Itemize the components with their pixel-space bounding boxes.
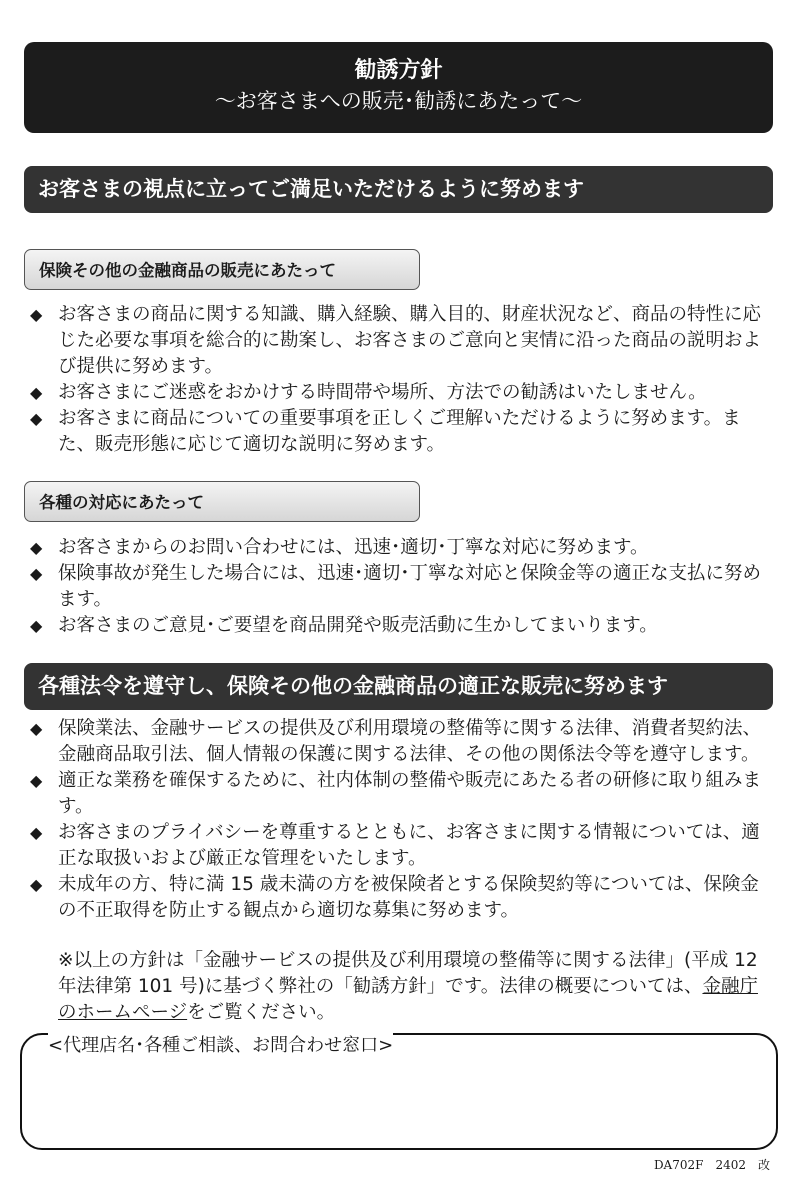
list-item: ◆ 未成年の方、特に満 15 歳未満の方を被保険者とする保険契約等については、保険金の不正取得を防止する観点から適切な募集に努めます。 xyxy=(30,874,759,921)
list-item: ◆ お客さまの商品に関する知識、購入経験、購入目的、財産状況など、商品の特性に応じた必要な事項を総合的に勘案し、お客さまのご意向と実情に沿った商品の説明および提供に努めます。 xyxy=(30,304,762,377)
list-item: ◆ お客さまのプライバシーを尊重するとともに、お客さまに関する情報については、適正な取扱いおよび厳正な管理をいたします。 xyxy=(30,822,760,869)
list-item: ◆ お客さまのご意見･ご要望を商品開発や販売活動に生かしてまいります。 xyxy=(24,613,776,639)
diamond-bullet-icon: ◆ xyxy=(30,719,43,738)
diamond-bullet-icon: ◆ xyxy=(30,409,43,428)
agency-contact-box xyxy=(20,1033,778,1150)
list-item: ◆ お客さまに商品についての重要事項を正しくご理解いただけるように努めます。また、販売形態に応じて適切な説明に努めます。 xyxy=(30,408,741,455)
page-title: 勧誘方針 xyxy=(354,58,443,83)
section-heading-customer: お客さまの視点に立ってご満足いただけるように努めます xyxy=(24,166,773,213)
diamond-bullet-icon: ◆ xyxy=(30,305,43,324)
page-subtitle: ～お客さまへの販売･勧誘にあたって～ xyxy=(214,89,583,113)
list-item: ◆ 適正な業務を確保するために、社内体制の整備や販売にあたる者の研修に取り組みます。 xyxy=(30,770,762,817)
contact-label: <代理店名･各種ご相談、お問合わせ窓口> xyxy=(48,1031,393,1057)
compliance-list xyxy=(24,716,776,924)
diamond-bullet-icon: ◆ xyxy=(30,875,43,894)
subheading-sales: 保険その他の金融商品の販売にあたって xyxy=(24,249,420,290)
diamond-bullet-icon: ◆ xyxy=(30,383,43,402)
diamond-bullet-icon: ◆ xyxy=(30,823,43,842)
subheading-response: 各種の対応にあたって xyxy=(24,481,420,522)
document-code: DA702F 2402 改 xyxy=(653,1158,770,1172)
section-heading-compliance: 各種法令を遵守し、保険その他の金融商品の適正な販売に努めます xyxy=(24,663,773,710)
footnote: ※以上の方針は「金融サービスの提供及び利用環境の整備等に関する法律」(平成 12 年法律第 101 号)に基づく弊社の「勧誘方針」です。法律の概要については、金融庁のホームページをご覧ください。 xyxy=(58,950,758,1023)
diamond-bullet-icon: ◆ xyxy=(30,616,43,635)
response-list xyxy=(24,535,776,639)
fsa-homepage-link[interactable]: 金融庁のホームページ xyxy=(58,976,758,1023)
title-banner xyxy=(24,42,773,133)
list-item: ◆ お客さまにご迷惑をおかけする時間帯や場所、方法での勧誘はいたしません。 xyxy=(24,380,776,406)
list-item: ◆ 保険事故が発生した場合には、迅速･適切･丁寧な対応と保険金等の適正な支払に努めます。 xyxy=(30,563,762,610)
diamond-bullet-icon: ◆ xyxy=(30,771,43,790)
sales-list xyxy=(24,302,776,458)
diamond-bullet-icon: ◆ xyxy=(30,538,43,557)
list-item: ◆ お客さまからのお問い合わせには、迅速･適切･丁寧な対応に努めます。 xyxy=(24,535,776,561)
diamond-bullet-icon: ◆ xyxy=(30,564,43,583)
list-item: ◆ 保険業法、金融サービスの提供及び利用環境の整備等に関する法律、消費者契約法、金融商品取引法、個人情報の保護に関する法律、その他の関係法令等を遵守します。 xyxy=(30,718,762,765)
